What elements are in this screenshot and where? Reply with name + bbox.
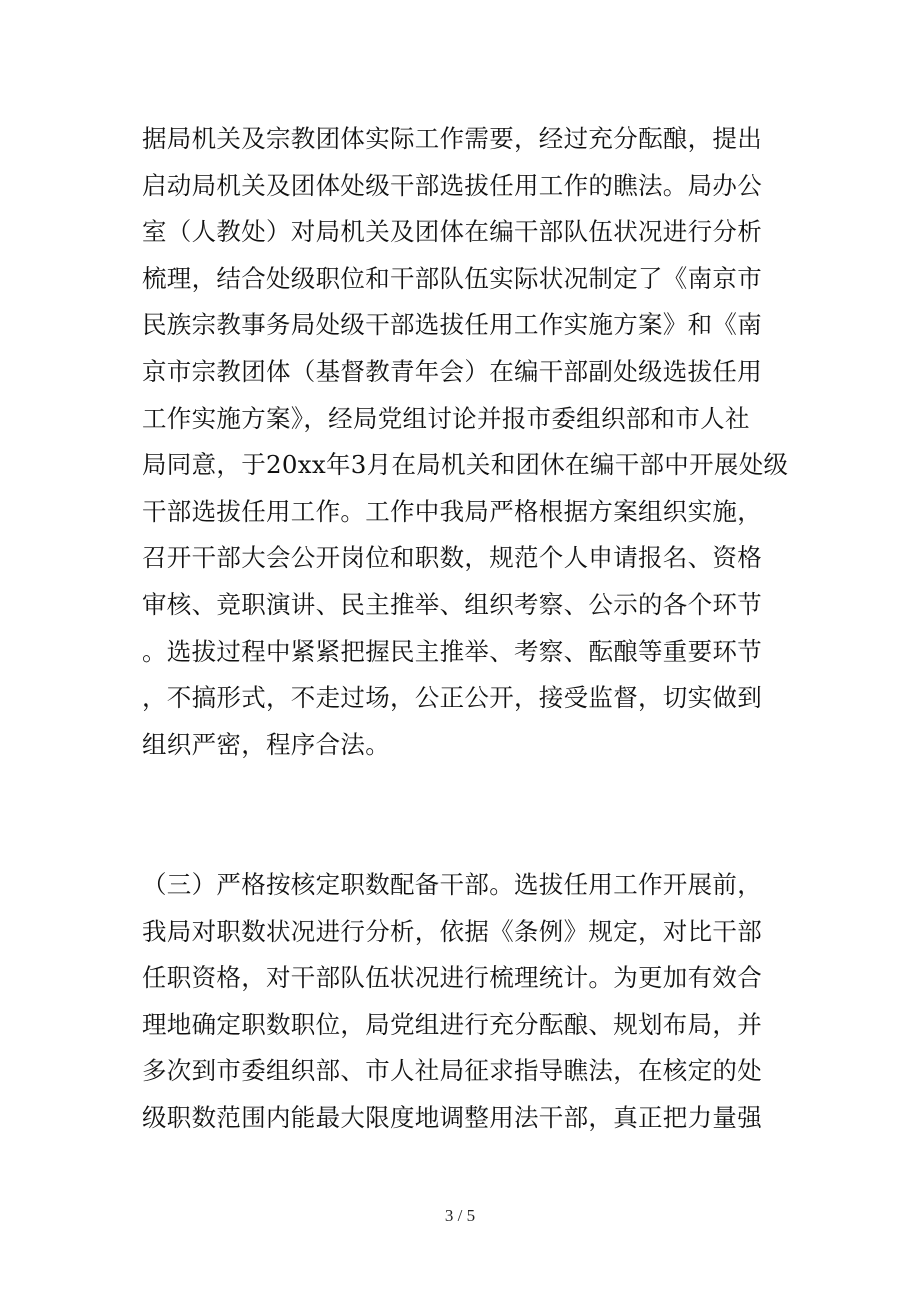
paragraph-line: 干部选拔任用工作。工作中我局严格根据方案组织实施， — [142, 496, 762, 526]
paragraph-line: 启动局机关及团体处级干部选拔任用工作的瞧法。局办公 — [142, 170, 762, 200]
paragraph-line: 任职资格，对干部队伍状况进行梳理统计。为更加有效合 — [142, 963, 762, 993]
page-number: 3 / 5 — [444, 1206, 476, 1225]
paragraph-line: 理地确定职数职位，局党组进行充分酝酿、规划布局，并 — [142, 1009, 762, 1039]
paragraph-line: 室（人教处）对局机关及团体在编干部队伍状况进行分析 — [142, 217, 762, 247]
paragraph-line: 。选拔过程中紧紧把握民主推举、考察、酝酿等重要环节 — [142, 636, 762, 666]
paragraph-line: 京市宗教团体（基督教青年会）在编干部副处级选拔任用 — [142, 356, 762, 386]
paragraph-line: 局同意，于20xx年3月在局机关和团休在编干部中开展处级 — [142, 450, 789, 480]
paragraph-line: 审核、竞职演讲、民主推举、组织考察、公示的各个环节 — [142, 589, 762, 619]
paragraph-line: 据局机关及宗教团体实际工作需要，经过充分酝酿，提出 — [142, 124, 762, 153]
paragraph-line: 召开干部大会公开岗位和职数，规范个人申请报名、资格 — [142, 543, 762, 573]
paragraph-1 — [142, 116, 789, 768]
paragraph-line: ，不搞形式，不走过场，公正公开，接受监督，切实做到 — [142, 683, 762, 713]
paragraph-line: 组织严密，程序合法。 — [142, 729, 390, 759]
paragraph-line: 工作实施方案》，经局党组讨论并报市委组织部和市人社 — [142, 403, 750, 433]
paragraph-line: 级职数范围内能最大限度地调整用法干部，真正把力量强 — [142, 1102, 762, 1132]
paragraph-line: 我局对职数状况进行分析，依据《条例》规定，对比干部 — [142, 916, 762, 946]
paragraph-line: 梳理，结合处级职位和干部队伍实际状况制定了《南京市 — [142, 263, 762, 293]
paragraph-line: （三）严格按核定职数配备干部。选拔任用工作开展前， — [142, 870, 762, 899]
paragraph-line: 多次到市委组织部、市人社局征求指导瞧法，在核定的处 — [142, 1056, 762, 1086]
paragraph-line: 民族宗教事务局处级干部选拔任用工作实施方案》和《南 — [142, 310, 762, 340]
paragraph-2 — [142, 862, 782, 1142]
